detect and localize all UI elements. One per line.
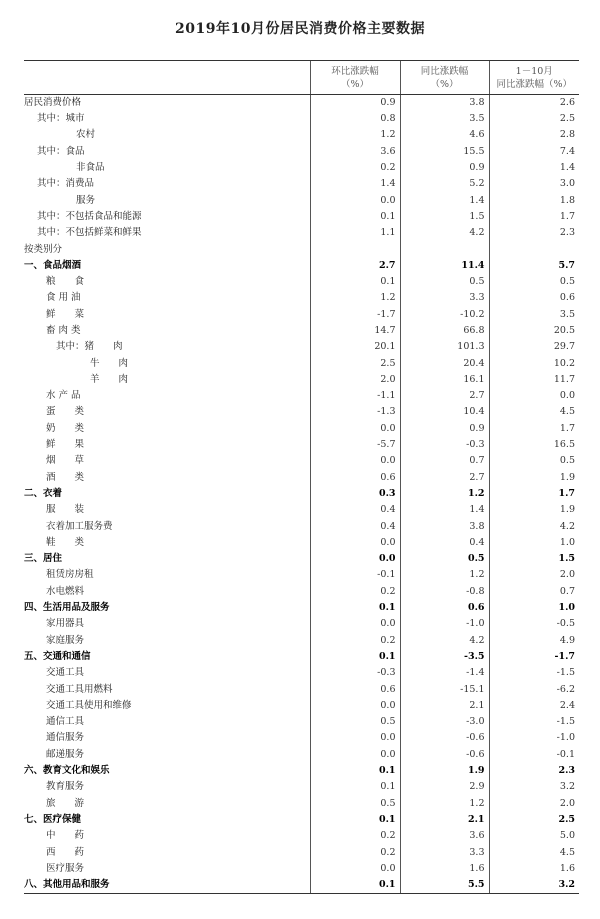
- row-label: 旅 游: [46, 797, 85, 809]
- row-label: 通信工具: [46, 716, 85, 728]
- row-label: 八、其他用品和服务: [24, 877, 310, 894]
- ytd-value: 1.9: [489, 470, 579, 486]
- header-mom-line1: 环比涨跌幅: [331, 65, 379, 77]
- table-row: [24, 812, 579, 828]
- mom-value: 0.1: [310, 600, 400, 616]
- table-row: [24, 241, 579, 257]
- ytd-value: 2.0: [489, 795, 579, 811]
- yoy-value: -10.2: [400, 307, 489, 323]
- ytd-value: 2.0: [489, 567, 579, 583]
- row-label: 服 装: [46, 504, 85, 516]
- row-label: 羊 肉: [90, 373, 129, 385]
- yoy-value: 3.5: [400, 111, 489, 127]
- ytd-value: 3.0: [489, 176, 579, 192]
- yoy-value: 1.4: [400, 502, 489, 518]
- yoy-value: -0.6: [400, 747, 489, 763]
- ytd-value: 2.5: [489, 111, 579, 127]
- ytd-value: 0.5: [489, 274, 579, 290]
- ytd-value: 1.4: [489, 160, 579, 176]
- row-label: 邮递服务: [46, 748, 85, 760]
- ytd-value: 1.7: [489, 209, 579, 225]
- row-label: 鲜 果: [46, 439, 85, 451]
- yoy-value: 4.2: [400, 633, 489, 649]
- yoy-value: -3.5: [400, 649, 489, 665]
- row-label: 二、衣着: [24, 487, 63, 499]
- mom-value: 0.8: [310, 111, 400, 127]
- ytd-value: 4.5: [489, 844, 579, 860]
- mom-value: 0.1: [310, 812, 400, 828]
- row-label: 粮 食: [46, 276, 85, 288]
- table-row: [24, 290, 579, 306]
- ytd-value: -1.5: [489, 714, 579, 730]
- row-label: 租赁房房租: [46, 569, 94, 581]
- ytd-value: 29.7: [489, 339, 579, 355]
- yoy-value: [400, 241, 489, 257]
- ytd-value: 2.6: [489, 95, 579, 112]
- ytd-value: 0.0: [489, 388, 579, 404]
- yoy-value: 1.2: [400, 795, 489, 811]
- header-mom: [310, 61, 400, 95]
- ytd-value: 3.5: [489, 307, 579, 323]
- yoy-value: -0.3: [400, 437, 489, 453]
- header-yoy-line2: （%）: [430, 78, 459, 90]
- yoy-value: 3.3: [400, 290, 489, 306]
- row-label: 其中：消费品: [37, 178, 95, 190]
- mom-value: 0.0: [310, 192, 400, 208]
- yoy-value: 4.6: [400, 127, 489, 143]
- table-row: [24, 486, 579, 502]
- mom-value: -5.7: [310, 437, 400, 453]
- mom-value: 0.2: [310, 844, 400, 860]
- header-ytd-line1: 1－10月: [515, 65, 553, 77]
- header-yoy-line1: 同比涨跌幅: [420, 65, 469, 77]
- mom-value: 0.1: [310, 877, 400, 894]
- mom-value: 0.1: [310, 779, 400, 795]
- mom-value: 1.2: [310, 127, 400, 143]
- table-row: [24, 453, 579, 469]
- row-label: 交通工具用燃料: [46, 683, 113, 695]
- row-label: 其中：食品: [37, 145, 85, 157]
- ytd-value: 7.4: [489, 144, 579, 160]
- table-body: [24, 95, 579, 894]
- row-label: 畜 肉 类: [46, 325, 81, 336]
- ytd-value: -1.0: [489, 730, 579, 746]
- yoy-value: 5.5: [400, 877, 489, 894]
- row-label: 居民消费价格: [24, 97, 82, 108]
- mom-value: 0.0: [310, 730, 400, 746]
- table-row: [24, 274, 579, 290]
- ytd-value: 3.2: [489, 779, 579, 795]
- mom-value: 0.0: [310, 616, 400, 632]
- row-label: 交通工具: [46, 667, 85, 679]
- yoy-value: 11.4: [400, 258, 489, 274]
- row-label: 酒 类: [46, 471, 85, 483]
- table-row: [24, 470, 579, 486]
- table-row: [24, 421, 579, 437]
- mom-value: 0.1: [310, 209, 400, 225]
- yoy-value: 2.1: [400, 812, 489, 828]
- table-row: [24, 111, 579, 127]
- yoy-value: 1.2: [400, 567, 489, 583]
- mom-value: 0.5: [310, 795, 400, 811]
- ytd-value: 2.3: [489, 225, 579, 241]
- mom-value: -0.1: [310, 567, 400, 583]
- row-label: 六、教育文化和娱乐: [24, 765, 110, 777]
- mom-value: 2.5: [310, 355, 400, 371]
- table-row: [24, 339, 579, 355]
- row-label: 按类别分: [24, 243, 63, 255]
- table-row: [24, 616, 579, 632]
- row-label: 家庭服务: [46, 634, 85, 646]
- yoy-value: 2.9: [400, 779, 489, 795]
- ytd-value: -6.2: [489, 681, 579, 697]
- cpi-data-table: [24, 60, 579, 894]
- yoy-value: 1.6: [400, 861, 489, 877]
- ytd-value: 0.6: [489, 290, 579, 306]
- ytd-value: 4.2: [489, 518, 579, 534]
- mom-value: -0.3: [310, 665, 400, 681]
- yoy-value: -0.6: [400, 730, 489, 746]
- ytd-value: 16.5: [489, 437, 579, 453]
- mom-value: 1.4: [310, 176, 400, 192]
- row-label: 服务: [76, 194, 96, 206]
- mom-value: 2.7: [310, 258, 400, 274]
- ytd-value: 0.7: [489, 584, 579, 600]
- table-row: [24, 160, 579, 176]
- table-row: [24, 372, 579, 388]
- table-row: [24, 861, 579, 877]
- mom-value: [310, 241, 400, 257]
- row-label: 其中：不包括鲜菜和鲜果: [37, 227, 142, 239]
- row-label: 农村: [76, 129, 96, 141]
- header-label-cell: [24, 61, 310, 95]
- row-label: 一、食品烟酒: [24, 259, 82, 271]
- table-row: [24, 518, 579, 534]
- yoy-value: -1.0: [400, 616, 489, 632]
- row-label: 医疗服务: [46, 862, 85, 874]
- table-row: [24, 730, 579, 746]
- table-row: [24, 600, 579, 616]
- table-row: [24, 209, 579, 225]
- mom-value: 0.9: [310, 95, 400, 112]
- row-label: 其中：不包括食品和能源: [37, 210, 142, 222]
- ytd-value: 2.4: [489, 698, 579, 714]
- ytd-value: 1.0: [489, 535, 579, 551]
- table-row: [24, 633, 579, 649]
- row-label: 牛 肉: [90, 357, 129, 369]
- ytd-value: 20.5: [489, 323, 579, 339]
- yoy-value: 16.1: [400, 372, 489, 388]
- row-label: 其中：城市: [37, 113, 85, 125]
- row-label: 食 用 油: [46, 292, 81, 304]
- mom-value: 0.0: [310, 551, 400, 567]
- table-row: [24, 355, 579, 371]
- ytd-value: 2.5: [489, 812, 579, 828]
- mom-value: 0.4: [310, 502, 400, 518]
- table-row: [24, 779, 579, 795]
- table-row: [24, 192, 579, 208]
- mom-value: 0.0: [310, 421, 400, 437]
- yoy-value: 1.2: [400, 486, 489, 502]
- yoy-value: 0.6: [400, 600, 489, 616]
- mom-value: 0.0: [310, 747, 400, 763]
- ytd-value: 1.6: [489, 861, 579, 877]
- ytd-value: 1.7: [489, 421, 579, 437]
- table-row: [24, 698, 579, 714]
- yoy-value: 3.6: [400, 828, 489, 844]
- table-row: [24, 877, 579, 894]
- ytd-value: -1.7: [489, 649, 579, 665]
- yoy-value: 0.5: [400, 274, 489, 290]
- table-row: [24, 404, 579, 420]
- row-label: 西 药: [46, 846, 85, 858]
- table-row: [24, 828, 579, 844]
- table-row: [24, 763, 579, 779]
- ytd-value: -0.5: [489, 616, 579, 632]
- yoy-value: 3.8: [400, 95, 489, 112]
- ytd-value: 2.3: [489, 763, 579, 779]
- mom-value: 0.5: [310, 714, 400, 730]
- mom-value: 0.2: [310, 828, 400, 844]
- table-row: [24, 258, 579, 274]
- mom-value: 0.3: [310, 486, 400, 502]
- ytd-value: 1.9: [489, 502, 579, 518]
- row-label: 中 药: [46, 830, 85, 842]
- mom-value: 20.1: [310, 339, 400, 355]
- row-label: 家用器具: [46, 618, 85, 630]
- mom-value: 1.1: [310, 225, 400, 241]
- yoy-value: 2.7: [400, 470, 489, 486]
- row-label: 教育服务: [46, 781, 85, 793]
- table-row: [24, 567, 579, 583]
- row-label: 水电燃料: [46, 585, 85, 597]
- yoy-value: -3.0: [400, 714, 489, 730]
- mom-value: 0.4: [310, 518, 400, 534]
- ytd-value: 4.9: [489, 633, 579, 649]
- yoy-value: -0.8: [400, 584, 489, 600]
- table-row: [24, 502, 579, 518]
- mom-value: 14.7: [310, 323, 400, 339]
- mom-value: 3.6: [310, 144, 400, 160]
- table-row: [24, 144, 579, 160]
- ytd-value: 5.7: [489, 258, 579, 274]
- yoy-value: 0.9: [400, 421, 489, 437]
- mom-value: 0.1: [310, 649, 400, 665]
- ytd-value: 5.0: [489, 828, 579, 844]
- mom-value: 0.6: [310, 681, 400, 697]
- yoy-value: 5.2: [400, 176, 489, 192]
- mom-value: 0.0: [310, 698, 400, 714]
- table-row: [24, 323, 579, 339]
- table-row: [24, 535, 579, 551]
- ytd-value: 1.7: [489, 486, 579, 502]
- row-label: 奶 类: [46, 422, 85, 434]
- ytd-value: 1.0: [489, 600, 579, 616]
- yoy-value: 2.1: [400, 698, 489, 714]
- mom-value: 0.0: [310, 535, 400, 551]
- ytd-value: 0.5: [489, 453, 579, 469]
- mom-value: -1.3: [310, 404, 400, 420]
- yoy-value: -15.1: [400, 681, 489, 697]
- row-label: 蛋 类: [46, 406, 85, 418]
- header-mom-line2: （%）: [340, 78, 370, 90]
- table-row: [24, 714, 579, 730]
- mom-value: 0.2: [310, 633, 400, 649]
- ytd-value: 2.8: [489, 127, 579, 143]
- yoy-value: 10.4: [400, 404, 489, 420]
- table-row: [24, 307, 579, 323]
- mom-value: 0.2: [310, 160, 400, 176]
- table-row: [24, 388, 579, 404]
- table-row: [24, 127, 579, 143]
- table-header-row: [24, 61, 579, 95]
- yoy-value: 4.2: [400, 225, 489, 241]
- mom-value: 0.2: [310, 584, 400, 600]
- yoy-value: 0.5: [400, 551, 489, 567]
- mom-value: -1.1: [310, 388, 400, 404]
- yoy-value: -1.4: [400, 665, 489, 681]
- mom-value: 0.6: [310, 470, 400, 486]
- row-label: 水 产 品: [46, 390, 81, 402]
- ytd-value: 1.5: [489, 551, 579, 567]
- mom-value: 0.0: [310, 861, 400, 877]
- table-row: [24, 795, 579, 811]
- ytd-value: [489, 241, 579, 257]
- table-row: [24, 747, 579, 763]
- mom-value: 0.1: [310, 274, 400, 290]
- row-label: 鲜 菜: [46, 308, 85, 320]
- mom-value: 0.0: [310, 453, 400, 469]
- page-title: 2019年10月份居民消费价格主要数据: [175, 21, 425, 37]
- row-label: 烟 草: [46, 455, 85, 467]
- header-yoy: [400, 61, 489, 95]
- row-label: 五、交通和通信: [24, 650, 91, 662]
- row-label: 其中：猪 肉: [56, 341, 123, 353]
- ytd-value: -1.5: [489, 665, 579, 681]
- table-row: [24, 551, 579, 567]
- row-label: 衣着加工服务费: [46, 520, 113, 532]
- yoy-value: 15.5: [400, 144, 489, 160]
- yoy-value: 0.9: [400, 160, 489, 176]
- row-label: 三、居住: [24, 553, 63, 565]
- ytd-value: -0.1: [489, 747, 579, 763]
- yoy-value: 2.7: [400, 388, 489, 404]
- header-ytd-line2: 同比涨跌幅（%）: [496, 78, 573, 90]
- yoy-value: 3.8: [400, 518, 489, 534]
- ytd-value: 11.7: [489, 372, 579, 388]
- mom-value: 2.0: [310, 372, 400, 388]
- ytd-value: 3.2: [489, 877, 579, 894]
- yoy-value: 1.9: [400, 763, 489, 779]
- ytd-value: 1.8: [489, 192, 579, 208]
- row-label: 四、生活用品及服务: [24, 602, 110, 614]
- table-row: [24, 649, 579, 665]
- table-row: [24, 176, 579, 192]
- table-row: [24, 681, 579, 697]
- yoy-value: 1.5: [400, 209, 489, 225]
- yoy-value: 20.4: [400, 355, 489, 371]
- table-row: [24, 844, 579, 860]
- ytd-value: 4.5: [489, 404, 579, 420]
- yoy-value: 66.8: [400, 323, 489, 339]
- table-row: [24, 95, 579, 112]
- row-label: 非食品: [76, 162, 105, 174]
- table-row: [24, 225, 579, 241]
- mom-value: 1.2: [310, 290, 400, 306]
- ytd-value: 10.2: [489, 355, 579, 371]
- yoy-value: 3.3: [400, 844, 489, 860]
- row-label: 交通工具使用和维修: [46, 699, 132, 711]
- table-row: [24, 665, 579, 681]
- yoy-value: 101.3: [400, 339, 489, 355]
- row-label: 七、医疗保健: [24, 813, 82, 825]
- header-ytd: [489, 61, 579, 95]
- yoy-value: 0.7: [400, 453, 489, 469]
- yoy-value: 1.4: [400, 192, 489, 208]
- mom-value: -1.7: [310, 307, 400, 323]
- table-row: [24, 437, 579, 453]
- row-label: 通信服务: [46, 732, 85, 744]
- yoy-value: 0.4: [400, 535, 489, 551]
- row-label: 鞋 类: [46, 536, 85, 548]
- mom-value: 0.1: [310, 763, 400, 779]
- table-row: [24, 584, 579, 600]
